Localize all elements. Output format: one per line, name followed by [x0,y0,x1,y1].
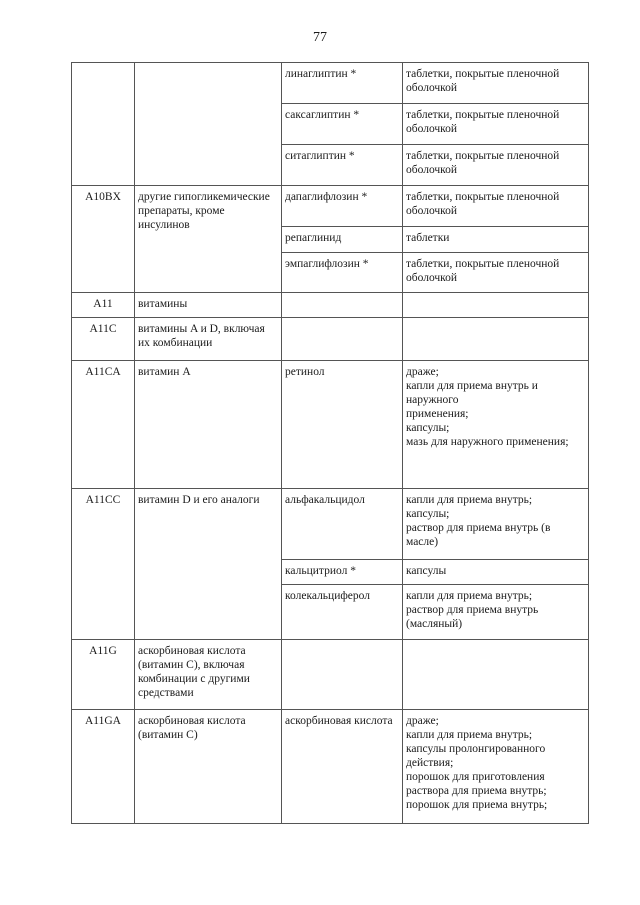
table-row [72,640,589,710]
group-cell: витамин D и его аналоги [135,489,282,640]
table-row [72,293,589,318]
atc-code-cell: A10BX [72,186,135,293]
dosage-form-cell: таблетки, покрытые пленочной оболочкой [403,104,589,145]
atc-code-cell [72,63,135,186]
table-row [72,318,589,361]
dosage-form-cell: таблетки, покрытые пленочной оболочкой [403,253,589,293]
dosage-form-cell: таблетки, покрытые пленочной оболочкой [403,63,589,104]
dosage-form-cell [403,293,589,318]
group-cell: витамины A и D, включая их комбинации [135,318,282,361]
atc-code-cell: A11CA [72,361,135,489]
page-number: 77 [313,30,327,45]
dosage-form-cell: драже; капли для приема внутрь и наружного применения; капсулы; мазь для наружного применения; [403,361,589,489]
dosage-form-cell: таблетки, покрытые пленочной оболочкой [403,145,589,186]
table-row [72,710,589,824]
atc-code-cell: A11GA [72,710,135,824]
dosage-form-cell [403,640,589,710]
drug-name-cell: линаглиптин * [282,63,403,104]
atc-code-cell: A11CC [72,489,135,640]
atc-code-cell: A11G [72,640,135,710]
drug-name-cell: эмпаглифлозин * [282,253,403,293]
drug-name-cell: альфакальцидол [282,489,403,560]
dosage-form-cell: капли для приема внутрь; раствор для приема внутрь (масляный) [403,585,589,640]
dosage-form-cell [403,318,589,361]
drug-name-cell: дапаглифлозин * [282,186,403,227]
table-row [72,186,589,227]
dosage-form-cell: таблетки [403,227,589,253]
dosage-form-cell: драже; капли для приема внутрь; капсулы пролонгированного действия; порошок для приготовления раствора для приема внутрь; порошок для приема внутрь; [403,710,589,824]
group-cell: другие гипогликемические препараты, кроме инсулинов [135,186,282,293]
dosage-form-cell: капсулы [403,560,589,585]
drug-name-cell [282,318,403,361]
drug-name-cell [282,293,403,318]
table-row [72,361,589,489]
drug-table [71,62,589,824]
drug-name-cell: аскорбиновая кислота [282,710,403,824]
dosage-form-cell: таблетки, покрытые пленочной оболочкой [403,186,589,227]
atc-code-cell: A11C [72,318,135,361]
group-cell [135,63,282,186]
group-cell: витамин A [135,361,282,489]
drug-name-cell: кальцитриол * [282,560,403,585]
drug-name-cell [282,640,403,710]
drug-name-cell: ситаглиптин * [282,145,403,186]
group-cell: аскорбиновая кислота (витамин C) [135,710,282,824]
table-row [72,489,589,560]
atc-code-cell: A11 [72,293,135,318]
drug-name-cell: репаглинид [282,227,403,253]
dosage-form-cell: капли для приема внутрь; капсулы; раствор для приема внутрь (в масле) [403,489,589,560]
drug-name-cell: колекальциферол [282,585,403,640]
table-row [72,63,589,104]
group-cell: витамины [135,293,282,318]
group-cell: аскорбиновая кислота (витамин C), включая комбинации с другими средствами [135,640,282,710]
drug-name-cell: ретинол [282,361,403,489]
drug-name-cell: саксаглиптин * [282,104,403,145]
